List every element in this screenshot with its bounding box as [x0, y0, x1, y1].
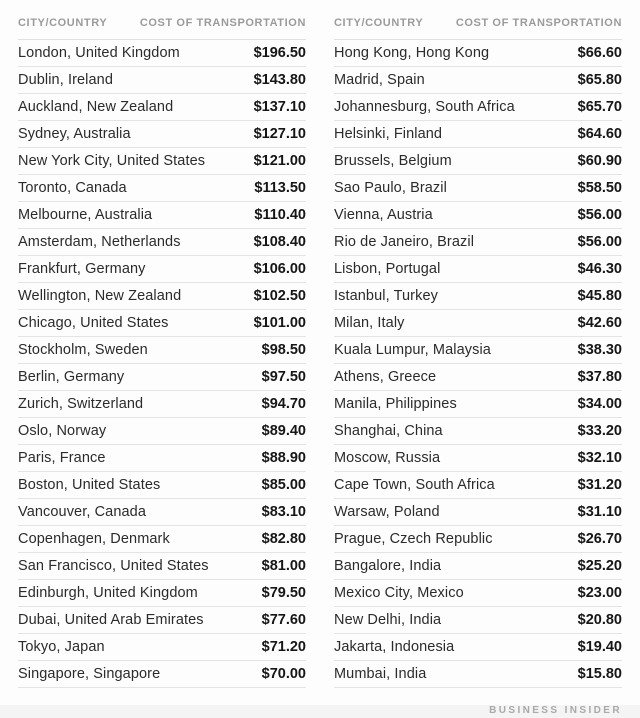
- city-label: Berlin, Germany: [18, 369, 125, 385]
- cost-value: $127.10: [253, 126, 306, 142]
- cost-value: $71.20: [261, 639, 306, 655]
- cost-value: $79.50: [261, 585, 306, 601]
- cost-value: $37.80: [577, 369, 622, 385]
- cost-value: $64.60: [577, 126, 622, 142]
- table-row: [334, 391, 622, 418]
- table-row: [18, 634, 306, 661]
- city-label: Dublin, Ireland: [18, 72, 113, 88]
- table-row: [334, 364, 622, 391]
- cost-value: $60.90: [577, 153, 622, 169]
- table-row: [18, 310, 306, 337]
- table-row: [18, 175, 306, 202]
- table-row: [334, 418, 622, 445]
- city-label: Vienna, Austria: [334, 207, 433, 223]
- cost-value: $82.80: [261, 531, 306, 547]
- city-label: Mumbai, India: [334, 666, 427, 682]
- table-row: [18, 580, 306, 607]
- city-label: San Francisco, United States: [18, 558, 209, 574]
- cost-value: $70.00: [261, 666, 306, 682]
- cost-value: $31.10: [577, 504, 622, 520]
- cost-value: $101.00: [253, 315, 306, 331]
- cost-value: $137.10: [253, 99, 306, 115]
- column-header-cost: COST OF TRANSPORTATION: [455, 17, 622, 29]
- cost-value: $110.40: [254, 207, 306, 223]
- cost-value: $102.50: [253, 288, 306, 304]
- cost-value: $31.20: [577, 477, 622, 493]
- table-header-right: [334, 0, 622, 40]
- table-row: [334, 94, 622, 121]
- city-label: Amsterdam, Netherlands: [18, 234, 181, 250]
- table-row: [334, 634, 622, 661]
- table-row: [334, 40, 622, 67]
- table-row: [18, 283, 306, 310]
- cost-value: $33.20: [577, 423, 622, 439]
- city-label: Jakarta, Indonesia: [334, 639, 455, 655]
- table-row: [334, 580, 622, 607]
- cost-value: $26.70: [577, 531, 622, 547]
- table-row: [334, 175, 622, 202]
- brand-wordmark: BUSINESS INSIDER: [489, 705, 622, 716]
- table-row: [18, 229, 306, 256]
- cost-value: $106.00: [253, 261, 306, 277]
- table-row: [334, 607, 622, 634]
- city-label: London, United Kingdom: [18, 45, 180, 61]
- cost-value: $89.40: [261, 423, 306, 439]
- city-label: Kuala Lumpur, Malaysia: [334, 342, 491, 358]
- cost-value: $42.60: [577, 315, 622, 331]
- cost-value: $65.80: [577, 72, 622, 88]
- city-label: Melbourne, Australia: [18, 207, 153, 223]
- column-header-city: CITY/COUNTRY: [18, 17, 108, 29]
- cost-value: $34.00: [577, 396, 622, 412]
- column-header-city: CITY/COUNTRY: [334, 17, 424, 29]
- cost-value: $23.00: [577, 585, 622, 601]
- cost-value: $66.60: [577, 45, 622, 61]
- city-label: Dubai, United Arab Emirates: [18, 612, 204, 628]
- table-row: [334, 256, 622, 283]
- city-label: Cape Town, South Africa: [334, 477, 495, 493]
- city-label: Bangalore, India: [334, 558, 442, 574]
- cost-value: $108.40: [253, 234, 306, 250]
- city-label: Wellington, New Zealand: [18, 288, 182, 304]
- cost-value: $196.50: [253, 45, 306, 61]
- city-label: New Delhi, India: [334, 612, 442, 628]
- cost-value: $97.50: [261, 369, 306, 385]
- city-label: Shanghai, China: [334, 423, 443, 439]
- city-label: Milan, Italy: [334, 315, 405, 331]
- table-row: [18, 337, 306, 364]
- city-label: Stockholm, Sweden: [18, 342, 148, 358]
- cost-value: $20.80: [577, 612, 622, 628]
- city-label: Oslo, Norway: [18, 423, 107, 439]
- table-row: [18, 121, 306, 148]
- city-label: Zurich, Switzerland: [18, 396, 144, 412]
- city-label: Sydney, Australia: [18, 126, 131, 142]
- table-row: [334, 229, 622, 256]
- city-label: Vancouver, Canada: [18, 504, 146, 520]
- cost-value: $15.80: [577, 666, 622, 682]
- table-row: [334, 472, 622, 499]
- city-label: Rio de Janeiro, Brazil: [334, 234, 475, 250]
- table-row: [334, 337, 622, 364]
- cost-value: $77.60: [261, 612, 306, 628]
- cost-value: $56.00: [577, 207, 622, 223]
- cost-value: $32.10: [577, 450, 622, 466]
- footer: [0, 700, 640, 718]
- table-rows-right: [334, 40, 622, 688]
- table-row: [18, 256, 306, 283]
- city-label: Copenhagen, Denmark: [18, 531, 170, 547]
- table-row: [18, 472, 306, 499]
- city-label: Edinburgh, United Kingdom: [18, 585, 198, 601]
- table-header-left: [18, 0, 306, 40]
- cost-value: $81.00: [261, 558, 306, 574]
- cost-value: $143.80: [253, 72, 306, 88]
- table-row: [18, 661, 306, 688]
- city-label: Istanbul, Turkey: [334, 288, 438, 304]
- table-row: [18, 445, 306, 472]
- table-row: [18, 202, 306, 229]
- table-row: [334, 283, 622, 310]
- city-label: Mexico City, Mexico: [334, 585, 464, 601]
- table-row: [18, 418, 306, 445]
- table-row: [18, 40, 306, 67]
- table-row: [334, 310, 622, 337]
- city-label: Johannesburg, South Africa: [334, 99, 515, 115]
- table-row: [334, 148, 622, 175]
- city-label: Brussels, Belgium: [334, 153, 452, 169]
- cost-value: $56.00: [577, 234, 622, 250]
- column-header-cost: COST OF TRANSPORTATION: [139, 17, 306, 29]
- cost-value: $113.50: [254, 180, 306, 196]
- table-row: [18, 67, 306, 94]
- cost-value: $46.30: [577, 261, 622, 277]
- city-label: Warsaw, Poland: [334, 504, 440, 520]
- cost-value: $121.00: [253, 153, 306, 169]
- city-label: Paris, France: [18, 450, 106, 466]
- city-label: Sao Paulo, Brazil: [334, 180, 447, 196]
- cost-value: $38.30: [577, 342, 622, 358]
- cost-value: $98.50: [261, 342, 306, 358]
- city-label: Chicago, United States: [18, 315, 169, 331]
- table-panel-right: [334, 0, 622, 688]
- city-label: Auckland, New Zealand: [18, 99, 174, 115]
- table-row: [18, 94, 306, 121]
- table-row: [334, 202, 622, 229]
- city-label: Toronto, Canada: [18, 180, 127, 196]
- cost-value: $94.70: [261, 396, 306, 412]
- table-row: [334, 445, 622, 472]
- table-panel-left: [18, 0, 306, 688]
- table-row: [334, 553, 622, 580]
- table-row: [18, 364, 306, 391]
- city-label: Lisbon, Portugal: [334, 261, 441, 277]
- cost-value: $19.40: [577, 639, 622, 655]
- city-label: Moscow, Russia: [334, 450, 441, 466]
- city-label: Tokyo, Japan: [18, 639, 105, 655]
- cost-value: $25.20: [577, 558, 622, 574]
- table-row: [18, 391, 306, 418]
- cost-value: $45.80: [577, 288, 622, 304]
- table-row: [334, 661, 622, 688]
- city-label: Prague, Czech Republic: [334, 531, 493, 547]
- cost-value: $85.00: [261, 477, 306, 493]
- city-label: Madrid, Spain: [334, 72, 425, 88]
- table-row: [18, 499, 306, 526]
- city-label: Manila, Philippines: [334, 396, 457, 412]
- table-row: [18, 607, 306, 634]
- table-rows-left: [18, 40, 306, 688]
- cost-value: $58.50: [577, 180, 622, 196]
- table-row: [334, 526, 622, 553]
- city-label: Hong Kong, Hong Kong: [334, 45, 490, 61]
- city-label: Singapore, Singapore: [18, 666, 161, 682]
- table-row: [334, 67, 622, 94]
- table-row: [18, 148, 306, 175]
- table-row: [18, 526, 306, 553]
- city-label: Frankfurt, Germany: [18, 261, 146, 277]
- cost-value: $88.90: [261, 450, 306, 466]
- cost-value: $65.70: [577, 99, 622, 115]
- city-label: Boston, United States: [18, 477, 161, 493]
- city-label: Helsinki, Finland: [334, 126, 443, 142]
- cost-value: $83.10: [261, 504, 306, 520]
- table-row: [334, 499, 622, 526]
- city-label: Athens, Greece: [334, 369, 437, 385]
- city-label: New York City, United States: [18, 153, 206, 169]
- table-row: [18, 553, 306, 580]
- table-row: [334, 121, 622, 148]
